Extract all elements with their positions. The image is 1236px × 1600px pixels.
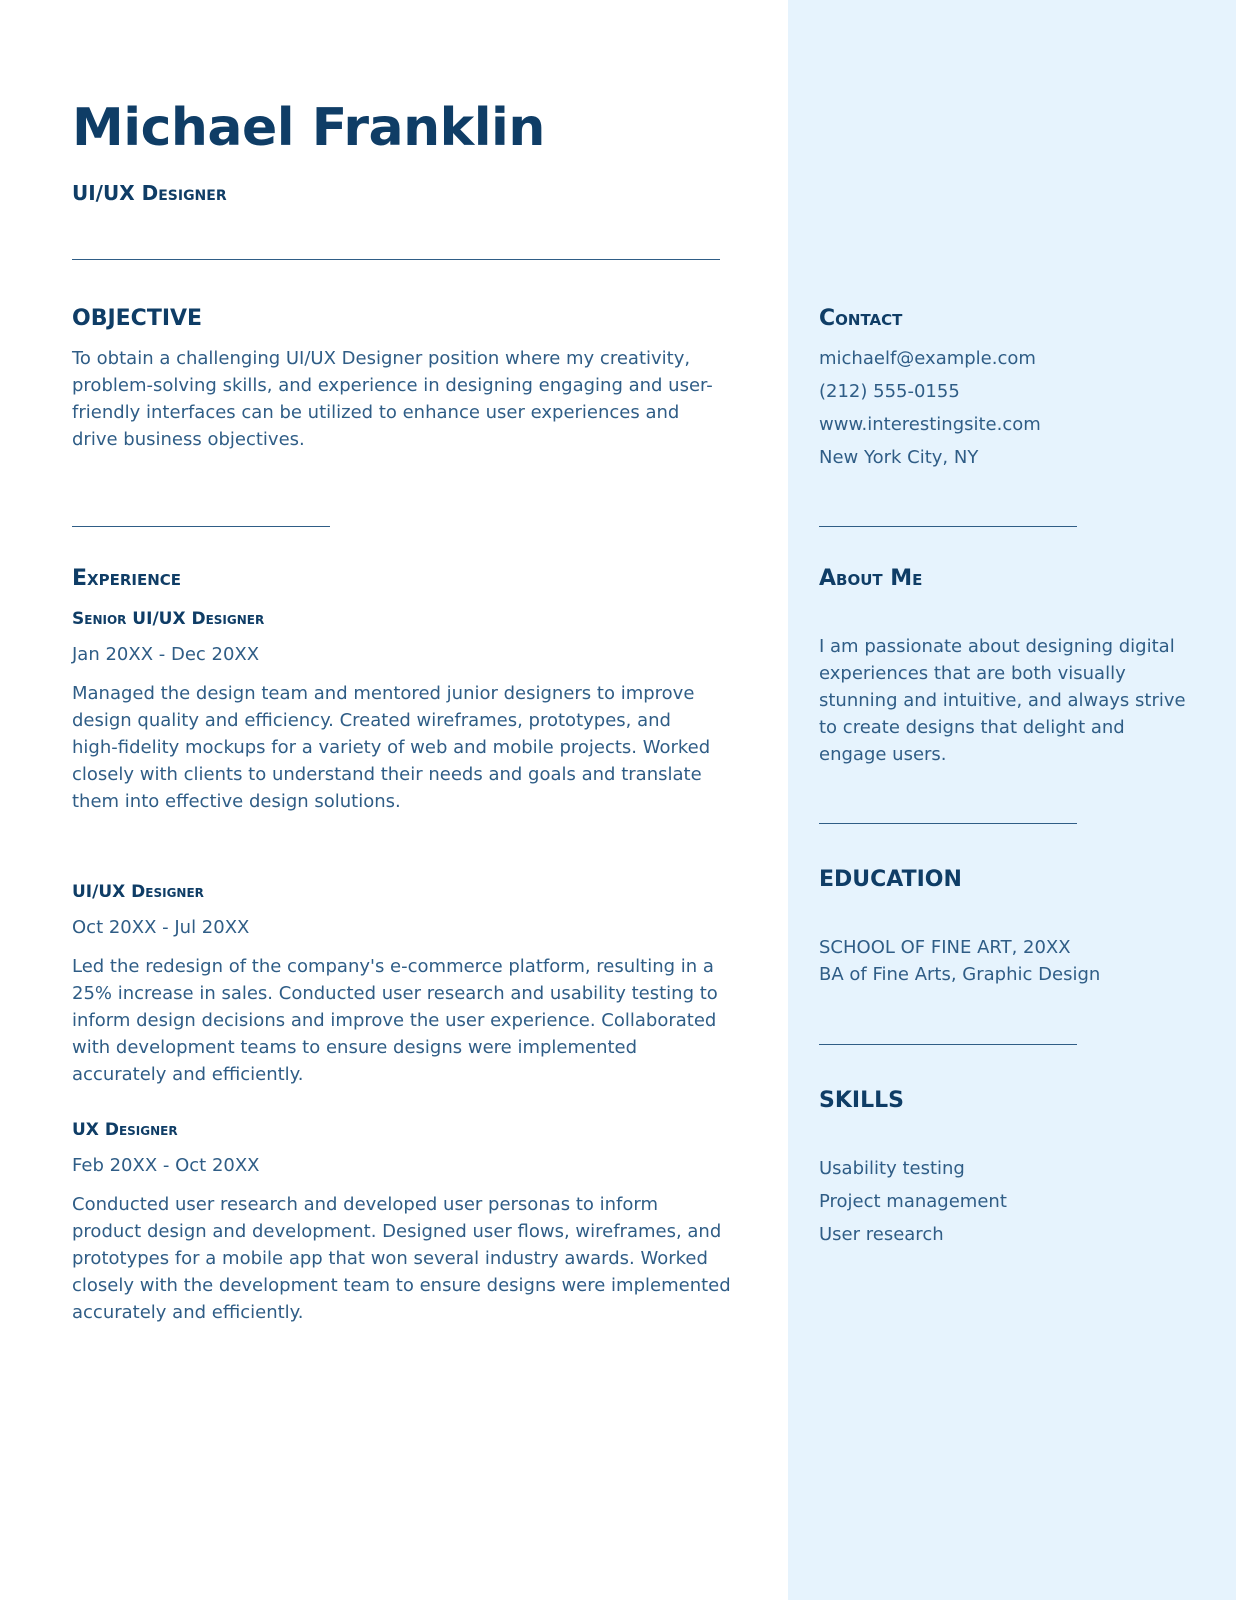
job-title: UX Designer bbox=[72, 1120, 178, 1140]
contact-divider bbox=[819, 526, 1077, 527]
job-description: Conducted user research and developed user personas to inform product design and development. Designed user flows, wireframes, and prototypes for a mobile app that won several industry awards. Worked closely with the development team to ensure designs were implemented accurately and efficiently. bbox=[72, 1194, 731, 1323]
skill-item: Usability testing bbox=[819, 1158, 965, 1179]
about-divider bbox=[819, 823, 1077, 824]
job-dates: Feb 20XX - Oct 20XX bbox=[72, 1155, 260, 1176]
education-divider bbox=[819, 1044, 1077, 1045]
education-heading: EDUCATION bbox=[819, 867, 962, 892]
sidebar-background bbox=[788, 0, 1236, 1600]
objective-heading: OBJECTIVE bbox=[72, 306, 203, 331]
skills-list bbox=[819, 1152, 1007, 1251]
about-heading: About Me bbox=[819, 566, 923, 591]
contact-details bbox=[819, 342, 1041, 474]
job-dates: Oct 20XX - Jul 20XX bbox=[72, 917, 250, 938]
job-title-subtitle: UI/UX Designer bbox=[72, 181, 227, 205]
candidate-name: Michael Franklin bbox=[72, 98, 545, 158]
experience-heading: Experience bbox=[72, 566, 182, 591]
about-text: I am passionate about designing digital experiences that are both visually stunning and intuitive, and always strive to create designs that delight and engage users. bbox=[819, 636, 1186, 765]
job-description: Led the redesign of the company's e-commerce platform, resulting in a 25% increase in sales. Conducted user research and usability testing to inform design decisions and improve the user experience. Collaborated with development teams to ensure designs were implemented accurately and efficiently. bbox=[72, 956, 718, 1085]
job-description: Managed the design team and mentored junior designers to improve design quality and efficiency. Created wireframes, prototypes, and high-fidelity mockups for a variety of web and mobile projects. Worked closely with clients to understand their needs and goals and translate them into effective design solutions. bbox=[72, 683, 711, 812]
contact-heading: Contact bbox=[819, 306, 903, 331]
job-title: UI/UX Designer bbox=[72, 882, 204, 902]
education-school: SCHOOL OF FINE ART, 20XX bbox=[819, 937, 1071, 958]
skill-item: User research bbox=[819, 1224, 944, 1245]
contact-phone: (212) 555-0155 bbox=[819, 381, 960, 402]
job-title: Senior UI/UX Designer bbox=[72, 609, 265, 629]
objective-divider bbox=[72, 526, 330, 527]
skill-item: Project management bbox=[819, 1191, 1007, 1212]
contact-website[interactable]: www.interestingsite.com bbox=[819, 414, 1041, 435]
objective-text: To obtain a challenging UI/UX Designer position where my creativity, problem-solving skills, and experience in designing engaging and user-friendly interfaces can be utilized to enhance user experiences and drive business objectives. bbox=[72, 348, 713, 450]
contact-location: New York City, NY bbox=[819, 447, 979, 468]
header-divider bbox=[72, 259, 720, 260]
contact-email[interactable]: michaelf@example.com bbox=[819, 348, 1036, 369]
education-degree: BA of Fine Arts, Graphic Design bbox=[819, 964, 1101, 985]
job-dates: Jan 20XX - Dec 20XX bbox=[72, 644, 260, 665]
skills-heading: SKILLS bbox=[819, 1088, 904, 1113]
